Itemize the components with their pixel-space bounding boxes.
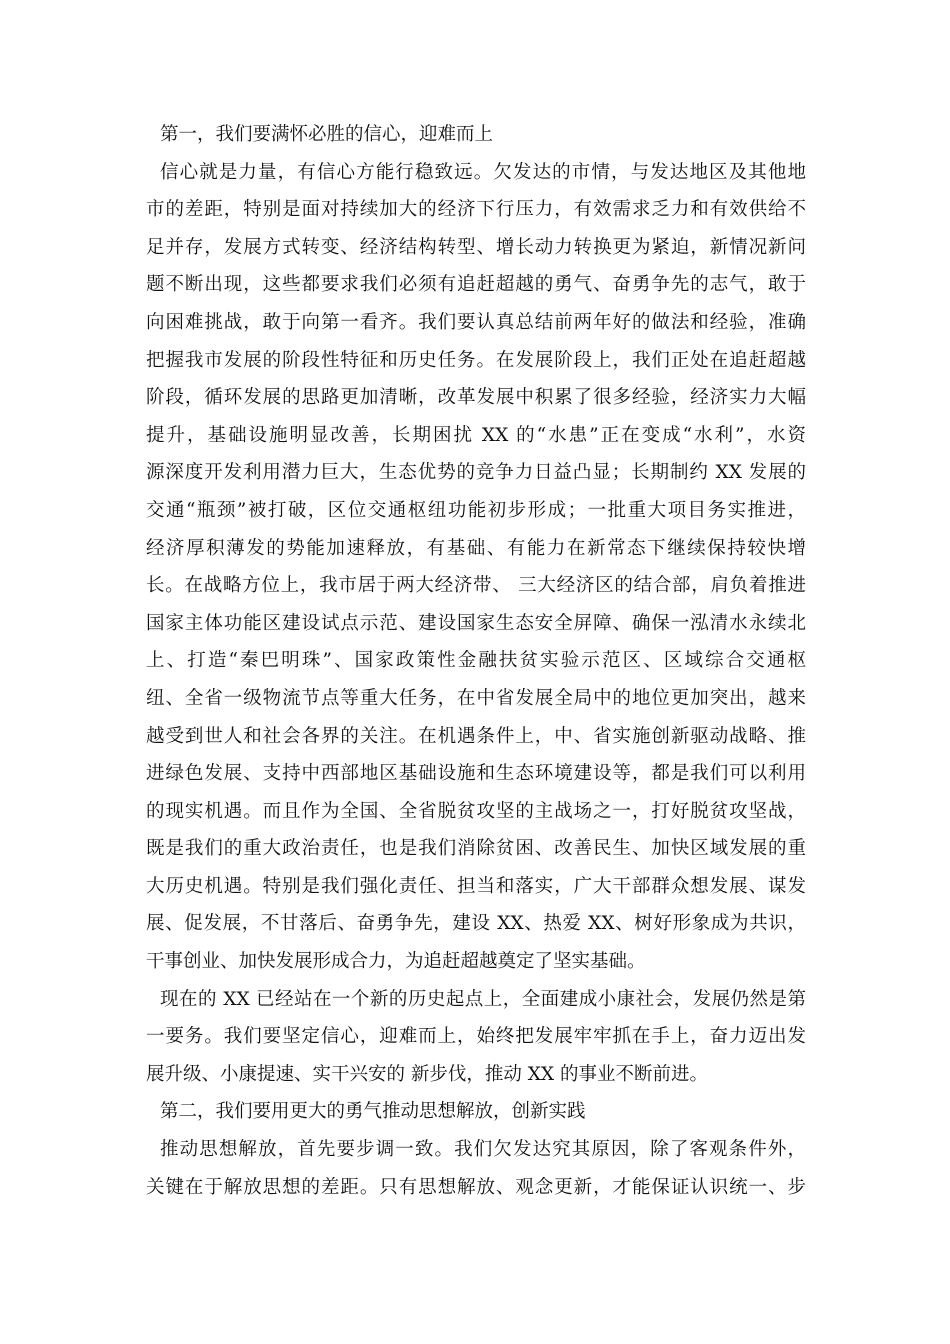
paragraph-line: 进绿色发展、支持中西部地区基础设施和生态环境建设等，都是我们可以利用 <box>146 763 806 785</box>
paragraph-line: 既是我们的重大政治责任，也是我们消除贫困、改善民生、加快区域发展的重 <box>146 838 806 860</box>
paragraph-line: 纽、全省一级物流节点等重大任务，在中省发展全局中的地位更加突出，越来 <box>146 687 806 709</box>
paragraph-line: 大历史机遇。特别是我们强化责任、担当和落实，广大干部群众想发展、谋发 <box>146 875 806 897</box>
paragraph-line: 向困难挑战，敢于向第一看齐。我们要认真总结前两年好的做法和经验，准确 <box>146 311 806 333</box>
paragraph-line: 把握我市发展的阶段性特征和历史任务。在发展阶段上，我们正处在追赶超越 <box>146 349 806 371</box>
section-heading-first: 第一，我们要满怀必胜的信心，迎难而上 <box>160 124 494 145</box>
paragraph-line: 源深度开发利用潜力巨大，生态优势的竞争力日益凸显；长期制约 XX 发展的 <box>146 462 806 484</box>
paragraph-line: 的现实机遇。而且作为全国、全省脱贫攻坚的主战场之一，打好脱贫攻坚战， <box>146 800 806 822</box>
paragraph-line: 提升，基础设施明显改善，长期困扰 XX 的“水患”正在变成“水利”，水资 <box>146 424 806 446</box>
paragraph-line: 展、促发展，不甘落后、奋勇争先，建设 XX、热爱 XX、树好形象成为共识， <box>146 913 806 935</box>
paragraph-line: 信心就是力量，有信心方能行稳致远。欠发达的市情，与发达地区及其他地 <box>160 161 806 183</box>
paragraph-line: 关键在于解放思想的差距。只有思想解放、观念更新，才能保证认识统一、步 <box>146 1176 806 1198</box>
paragraph-line: 越受到世人和社会各界的关注。在机遇条件上，中、省实施创新驱动战略、推 <box>146 725 806 747</box>
paragraph-line: 推动思想解放，首先要步调一致。我们欠发达究其原因，除了客观条件外， <box>160 1139 806 1161</box>
paragraph-line: 足并存，发展方式转变、经济结构转型、增长动力转换更为紧迫，新情况新问 <box>146 236 806 258</box>
paragraph-line: 交通“瓶颈”被打破，区位交通枢纽功能初步形成；一批重大项目务实推进， <box>146 499 806 521</box>
paragraph-line: 经济厚积薄发的势能加速释放，有基础、有能力在新常态下继续保持较快增 <box>146 537 806 559</box>
paragraph-line: 上、打造“秦巴明珠”、国家政策性金融扶贫实验示范区、区域综合交通枢 <box>146 650 806 672</box>
paragraph-line: 阶段，循环发展的思路更加清晰，改革发展中积累了很多经验，经济实力大幅 <box>146 387 806 409</box>
paragraph-line: 国家主体功能区建设试点示范、建设国家生态安全屏障、确保一泓清水永续北 <box>146 612 806 634</box>
paragraph-line: 展升级、小康提速、实干兴安的 新步伐，推动 XX 的事业不断前进。 <box>146 1063 708 1085</box>
paragraph-line: 市的差距，特别是面对持续加大的经济下行压力，有效需求乏力和有效供给不 <box>146 199 806 221</box>
paragraph-line: 题不断出现，这些都要求我们必须有追赶超越的勇气、奋勇争先的志气，敢于 <box>146 274 806 296</box>
paragraph-line: 一要务。我们要坚定信心，迎难而上，始终把发展牢牢抓在手上，奋力迈出发 <box>146 1026 806 1048</box>
paragraph-line: 干事创业、加快发展形成合力，为追赶超越奠定了坚实基础。 <box>146 951 646 973</box>
document-body <box>146 116 806 1206</box>
section-heading-second: 第二，我们要用更大的勇气推动思想解放，创新实践 <box>160 1101 586 1123</box>
paragraph-line: 长。在战略方位上，我市居于两大经济带、 三大经济区的结合部，肩负着推进 <box>146 575 806 597</box>
paragraph-line: 现在的 XX 已经站在一个新的历史起点上，全面建成小康社会，发展仍然是第 <box>160 988 806 1010</box>
